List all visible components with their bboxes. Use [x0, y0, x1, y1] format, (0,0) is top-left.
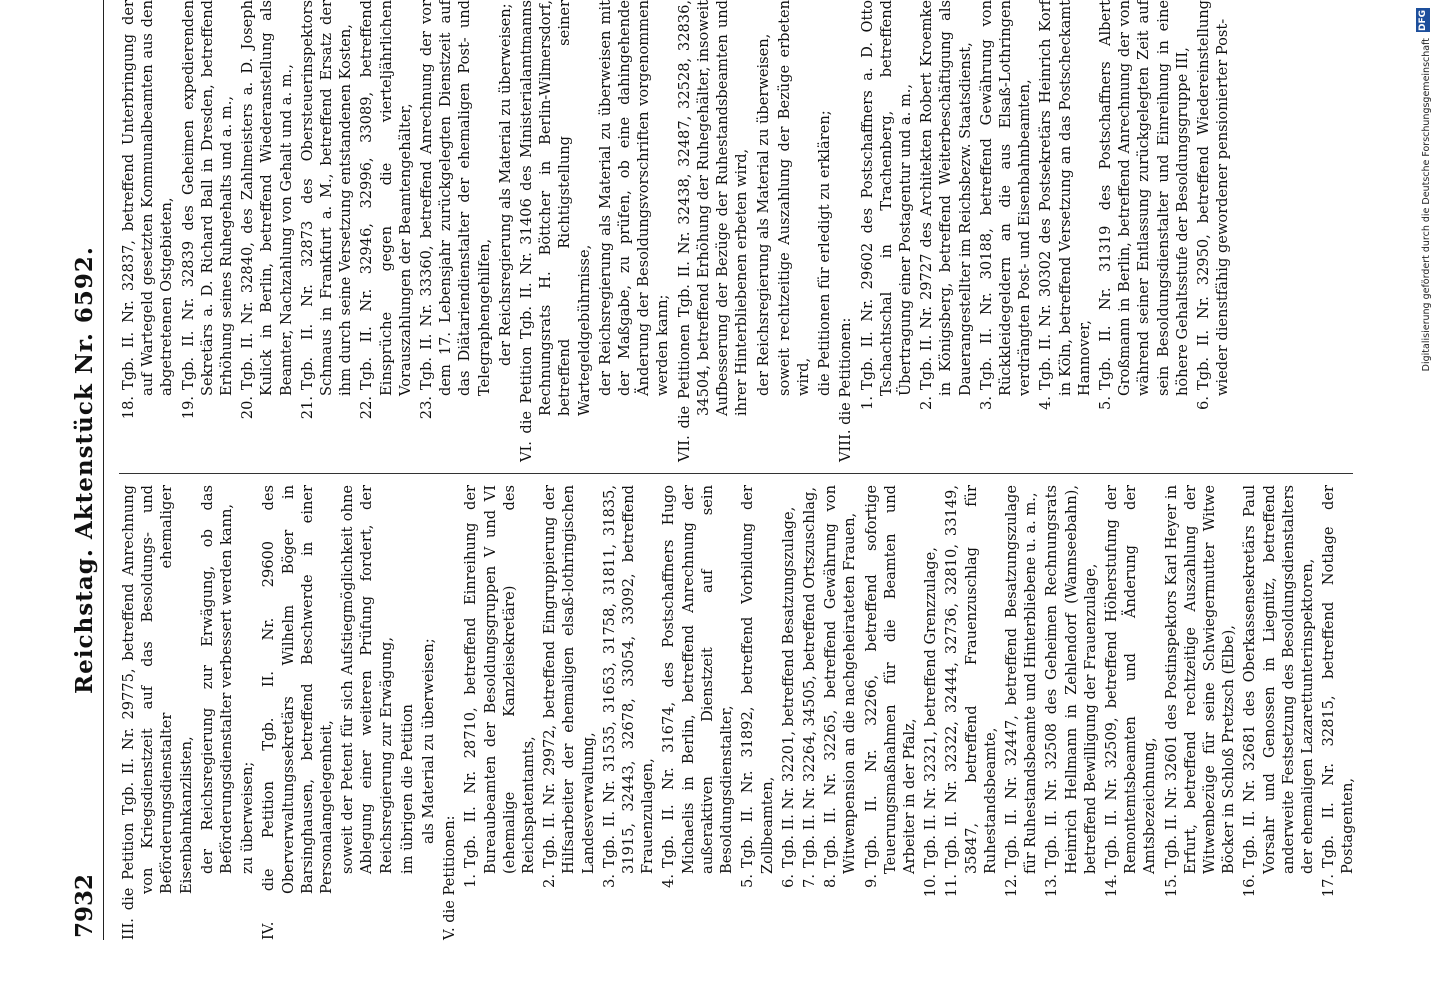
petition-vii: VII. die Petitionen Tgb. II. Nr. 32438, 32487, 32528, 32836, 34504, betreffend Erhöhung der Ruhegehälter, insoweit Aufbesserung der Bezüge der Ruhestandsbeamten und ihrer Hinterbliebenen erbeten wird,: [675, 0, 751, 462]
list-item: [659, 485, 736, 940]
list-item: [1096, 0, 1192, 462]
petition-v-list: [461, 485, 1357, 940]
list-item-number: 1.: [858, 396, 876, 410]
list-item-text: Tgb. II. Nr. 32873 des Obersteuerinspektors Schmaus in Frankfurt a. M., betreffend Ersatz der ihm durch seine Versetzung entstandenen Kosten,: [298, 0, 355, 396]
petition-iv-rest: im übrigen die Petition: [398, 704, 416, 874]
list-item: [800, 485, 819, 940]
list-item-text: Tgb. II. Nr. 32946, 32996, 33089, betreffend Einsprüche gegen die vierteljährlichen Vorauszahlungen der Beamtengehälter,: [358, 0, 414, 396]
list-item-number: 2.: [918, 396, 936, 410]
list-item-number: 8.: [822, 874, 840, 888]
list-item-text: Tgb. II. Nr. 28710, betreffend Einreihung der Bureaubeamten der Besoldungsgruppen V und VI (ehemalige Kanzleisekretäre) des Reichspatentamts,: [462, 485, 538, 874]
list-item: [238, 0, 296, 462]
list-item: [1240, 485, 1317, 940]
list-item: [858, 0, 916, 462]
list-item-number: 22.: [358, 396, 376, 420]
petition-vi: VI. die Petition Tgb. II. Nr. 31406 des Ministerialamtmanns Rechnungsrats H. Böttcher in Berlin-Wilmersdorf, betreffend Richtigstellung seiner Wartegeldgebührnisse,: [518, 0, 593, 462]
list-item-number: 6.: [779, 874, 797, 888]
page-header: [67, 0, 104, 940]
list-item-number: 5.: [1096, 396, 1114, 410]
petition-iv-decision: soweit der Petent für sich Aufstiegmöglichkeit ohne Ablegung einer weiteren Prüfung fordert, der Reichsregierung zur Erwägung,: [339, 485, 395, 874]
list-item-number: 4.: [1037, 396, 1055, 410]
list-item-number: 7.: [800, 874, 818, 888]
list-item-text: Tgb. II. Nr. 32815, betreffend Notlage der Postagenten,: [1320, 485, 1357, 874]
list-item: [862, 485, 920, 940]
list-item-text: Tgb. II. Nr. 32950, betreffend Wiedereinstellung wieder dienstfähig gewordener pensionierter Post-: [1194, 0, 1232, 396]
list-item-number: 10.: [922, 874, 940, 898]
list-item: [921, 485, 940, 940]
list-item-text: Tgb. II. Nr. 29972, betreffend Eingruppierung der Hilfsarbeiter der ehemaligen elsaß-lothringischen Landesverwaltung,: [541, 485, 597, 874]
list-item: [119, 0, 177, 462]
list-item: [357, 0, 415, 462]
list-item: [179, 0, 237, 462]
list-item-text: Tgb. II. Nr. 31535, 31653, 31758, 31811, 31835, 31915, 32443, 32678, 33054, 33092, betreffend Frauenzulagen,: [600, 485, 657, 874]
list-item-text: Tgb. II. Nr. 30188, betreffend Gewährung von Rückkleidegeldern an die aus Elsaß-Lothringen verdrängten Post- und Eisenbahnbeamten,: [977, 0, 1034, 396]
list-item: [917, 0, 975, 462]
petition-viii-heading: VIII. die Petitionen:: [837, 317, 855, 462]
list-item-number: 3.: [600, 874, 618, 888]
list-item: [461, 485, 538, 940]
list-item: [1042, 485, 1100, 940]
list-item-text: Tgb. II. Nr. 32840, des Zahlmeisters a. D. Joseph Kulick in Berlin, betreffend Wiederanstellung als Beamter, Nachzahlung von Gehalt und a. m.,: [239, 0, 295, 396]
list-item-number: 9.: [862, 874, 880, 888]
list-item: [821, 485, 859, 940]
list-item: [540, 485, 598, 940]
petition-iii-decision-end: zu überweisen;: [239, 761, 257, 874]
list-item-text: Tgb. II. Nr. 32839 des Geheimen expedierenden Sekretärs a. D. Richard Ball in Dresden, betreffend Erhöhung seines Ruhegehalts und a. m.,: [179, 0, 236, 396]
list-item-text: Tgb. II. Nr. 32837, betreffend Unterbringung der auf Wartegeld gesetzten Kommunalbeamten aus den abgetretenen Ostgebieten,: [120, 0, 176, 396]
list-item-text: Tgb. II. Nr. 32322, 32444, 32736, 32810, 33149, 35847, betreffend Frauenzuschlag für Ruhestandsbeamte,: [943, 485, 999, 874]
list-item-text: Tgb. II. Nr. 32265, betreffend Gewährung von Witwenpension an die nachgeheirateten Frauen,: [822, 485, 859, 874]
petition-iv-material: als Material zu überweisen;: [420, 638, 438, 844]
list-item: [1102, 485, 1160, 940]
list-item-text: Tgb. II. Nr. 32509, betreffend Höherstufung der Remontemtsbeamten und Änderung der Amtsbezeichnung,: [1102, 485, 1159, 874]
list-item-text: Tgb. II. Nr. 32266, betreffend sofortige Teuerungsmaßnahmen für die Beamten und Arbeiter in der Pfalz,: [862, 485, 918, 874]
petition-vi-decision: der Reichsregierung als Material zu überweisen mit der Maßgabe, zu prüfen, ob eine dahingehende Änderung der Besoldungsvorschriften vorgenommen werden kann;: [596, 0, 672, 396]
petition-iii-decision: der Reichsregierung zur Erwägung, ob das Beförderungsdienstalter verbessert werden kann,: [198, 485, 236, 874]
list-item-text: Tgb. II. Nr. 32264, 34505, betreffend Ortszuschlag,: [800, 487, 818, 868]
list-item: [1036, 0, 1094, 462]
petition-viii-list: [858, 0, 1233, 462]
list-item-number: 11.: [943, 874, 961, 898]
petition-iii: III. die Petition Tgb. II. Nr. 29775, betreffend Anrechnung von Kriegsdienstzeit auf das Besoldungs- und Beförderungsdienstalter ehemaliger Eisenbahnkanzlisten,: [120, 485, 195, 940]
list-item-number: 23.: [418, 396, 436, 420]
petition-v-heading: V. die Petitionen:: [441, 815, 459, 940]
list-item: [942, 485, 1000, 940]
list-item-number: 2.: [541, 874, 559, 888]
petition-vii-decision: der Reichsregierung als Material zu überweisen,: [754, 33, 772, 396]
right-column: [119, 0, 1355, 462]
list-item: [600, 485, 658, 940]
list-item-number: 3.: [977, 396, 995, 410]
list-item-number: 12.: [1002, 874, 1020, 898]
petition-vii-settled: die Petitionen für erledigt zu erklären;: [816, 110, 834, 396]
list-item-number: 15.: [1162, 874, 1180, 898]
list-item: [977, 0, 1035, 462]
list-item-text: Tgb. II. Nr. 32681 des Oberkassensekretärs Paul Vorsahr und Genossen in Liegnitz, betreffend anderweite Festsetzung des Besoldungsdienstalters der ehemaligen Lazarettunterinspektoren,: [1241, 485, 1316, 874]
petition-v-list-continued: [119, 0, 494, 462]
list-item-number: 6.: [1194, 396, 1212, 410]
list-item-number: 5.: [739, 874, 757, 888]
list-item: [417, 0, 494, 462]
list-item-text: Tgb. II. Nr. 29727 des Architekten Robert Kroemke in Königsberg, betreffend Weiterbeschäftigung als Dauerangestellter im Reichsbezw. Staatsdienst,: [918, 0, 974, 396]
list-item-number: 4.: [660, 874, 678, 888]
list-item: [298, 0, 356, 462]
list-item-number: 21.: [298, 396, 316, 420]
list-item-text: Tgb. II. Nr. 32601 des Postinspektors Karl Heyer in Erfurt, betreffend rechtzeitige Auszahlung der Witwenbezüge für seine Schwiegermutter Witwe Böcker in Schloß Pretzsch (Elbe),: [1162, 485, 1238, 874]
list-item-text: Tgb. II. Nr. 31892, betreffend Vorbildung der Zollbeamten,: [739, 485, 776, 874]
list-item-number: 14.: [1102, 874, 1120, 898]
petition-vii-condition: soweit rechtzeitige Auszahlung der Bezüge erbeten wird,: [775, 0, 812, 396]
list-item: [738, 485, 776, 940]
column-divider: [119, 473, 1353, 474]
list-item: [1194, 0, 1232, 462]
left-column: [119, 485, 1355, 940]
list-item-number: 17.: [1320, 874, 1338, 898]
digitization-note: Digitalisierung gefördert durch die Deutsche Forschungsgemeinschaft: [1421, 38, 1432, 372]
list-item-text: Tgb. II. Nr. 30302 des Postsekretärs Heinrich Korf in Köln, betreffend Versetzung an das Postscheckamt Hannover,: [1037, 0, 1093, 396]
list-item-number: 1.: [462, 874, 480, 888]
list-item: [779, 485, 798, 940]
list-item-number: 18.: [120, 396, 137, 420]
list-item-text: Tgb. II. Nr. 29602 des Postschaffners a. D. Otto Tschachtschal in Trachenberg, betreffend Übertragung einer Postagentur und a. m.,: [858, 0, 914, 396]
list-item-number: 16.: [1241, 874, 1259, 898]
list-item-number: 20.: [239, 396, 257, 420]
dfg-logo: DFG: [1418, 9, 1428, 31]
rotated-page: [67, 0, 1367, 940]
list-item-text: Tgb. II. Nr. 33360, betreffend Anrechnung der vor dem 17. Lebensjahr zurückgelegten Dienstzeit auf das Diätariendienstalter der ehemaligen Post- und Telegraphengehilfen,: [418, 0, 493, 396]
list-item: [1319, 485, 1357, 940]
list-item-text: Tgb. II. Nr. 32447, betreffend Besatzungszulage für Ruhestandsbeamte und Hinterbliebene u. a. m.,: [1002, 485, 1040, 874]
petition-v-decision: der Reichsregierung als Material zu überweisen;: [496, 3, 514, 366]
list-item-text: Tgb. II. Nr. 31674, des Postschaffners Hugo Michaelis in Berlin, betreffend Anrechnung der außeraktiven Dienstzeit auf sein Besoldungsdienstalter,: [660, 485, 736, 874]
list-item-text: Tgb. II. Nr. 32508 des Geheimen Rechnungsrats Heinrich Hellmann in Zehlendorf (Wannseebahn), betreffend Bewilligung der Frauenzulage,: [1043, 485, 1099, 874]
list-item: [1162, 485, 1239, 940]
list-item-text: Tgb. II. Nr. 32321, betreffend Grenzzulage,: [922, 547, 940, 868]
list-item-text: Tgb. II. Nr. 32201, betreffend Besatzungszulage,: [779, 506, 797, 868]
list-item-number: 13.: [1043, 874, 1061, 898]
list-item-text: Tgb. II. Nr. 31319 des Postschaffners Albert Großmann in Berlin, betreffend Anrechnung der von während seiner Entlassung zurückgelegten Zeit auf sein Besoldungsdienstalter und Einreihung in eine höhere Gehaltsstufe der Besoldungsgruppe III,: [1096, 0, 1191, 396]
list-item: [1002, 485, 1040, 940]
petition-iv: IV. die Petition Tgb. II. Nr. 29600 des Oberverwaltungssekretärs Wilhelm Böger in Barsinghausen, betreffend Beschwerde in einer Personalangelegenheit,: [260, 485, 336, 940]
running-title: Reichstag. Aktenstück Nr. 6592.: [71, 246, 98, 694]
list-item-number: 19.: [179, 396, 197, 420]
page-number: 7932: [71, 873, 98, 938]
